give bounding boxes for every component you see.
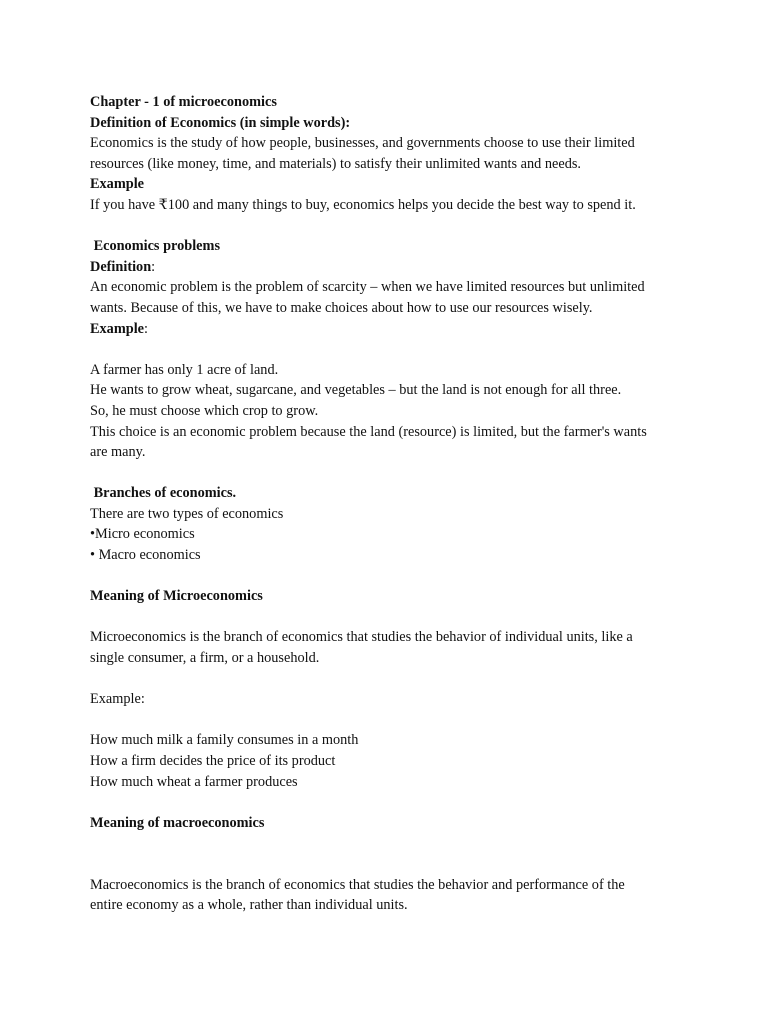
spacer (90, 566, 690, 587)
problem-definition-label-line (90, 257, 690, 278)
chapter-title: Chapter - 1 of microeconomics (90, 94, 277, 110)
macroeconomics-heading: Meaning of macroeconomics (90, 814, 265, 831)
microeconomics-example-item: How much milk a family consumes in a month (90, 732, 359, 749)
microeconomics-example-label: Example: (90, 691, 145, 708)
economics-problems-heading: Economics problems (90, 238, 221, 255)
definition-of-economics-text: resources (like money, time, and materials) to satisfy their unlimited wants and needs. (90, 155, 581, 172)
spacer (90, 833, 690, 854)
example-label: Example (90, 320, 145, 337)
document-body (90, 92, 690, 916)
microeconomics-example-item: How a firm decides the price of its product (90, 753, 336, 769)
branches-heading: Branches of economics. (90, 485, 237, 502)
microeconomics-text: single consumer, a firm, or a household. (90, 650, 320, 667)
spacer (90, 216, 690, 237)
definition-colon: : (151, 258, 156, 275)
definition-of-economics-heading: Definition of Economics (in simple words): (90, 114, 351, 131)
example-heading: Example (90, 176, 145, 193)
spacer (90, 463, 690, 484)
spacer (90, 710, 690, 731)
macroeconomics-text: entire economy as a whole, rather than individual units. (90, 897, 408, 914)
farmer-example-text: are many. (90, 444, 146, 461)
farmer-example-text: He wants to grow wheat, sugarcane, and vegetables – but the land is not enough for all three. (90, 382, 622, 399)
branch-list-item: • Macro economics (90, 547, 201, 564)
branches-intro: There are two types of economics (90, 505, 284, 522)
economic-problem-text: wants. Because of this, we have to make choices about how to use our resources wisely. (90, 299, 593, 316)
definition-label: Definition (90, 258, 152, 275)
microeconomics-text: Microeconomics is the branch of economics that studies the behavior of individual units, like a (90, 629, 633, 646)
spacer (90, 792, 690, 813)
branch-list-item: •Micro economics (90, 526, 195, 543)
definition-of-economics-text: Economics is the study of how people, businesses, and governments choose to use their limited (90, 135, 635, 152)
farmer-example-text: So, he must choose which crop to grow. (90, 402, 319, 419)
spacer (90, 607, 690, 628)
example-text: If you have ₹100 and many things to buy, economics helps you decide the best way to spend it. (90, 196, 636, 213)
spacer (90, 669, 690, 690)
farmer-example-text: This choice is an economic problem because the land (resource) is limited, but the farmer's wants (90, 423, 647, 440)
problem-example-label-line (90, 319, 690, 340)
example-colon: : (144, 320, 148, 337)
microeconomics-example-item: How much wheat a farmer produces (90, 773, 298, 790)
microeconomics-heading: Meaning of Microeconomics (90, 588, 263, 605)
spacer (90, 854, 690, 875)
spacer (90, 339, 690, 360)
economic-problem-text: An economic problem is the problem of scarcity – when we have limited resources but unlimited (90, 279, 645, 296)
macroeconomics-text: Macroeconomics is the branch of economics that studies the behavior and performance of the (90, 876, 625, 893)
farmer-example-text: A farmer has only 1 acre of land. (90, 361, 279, 378)
